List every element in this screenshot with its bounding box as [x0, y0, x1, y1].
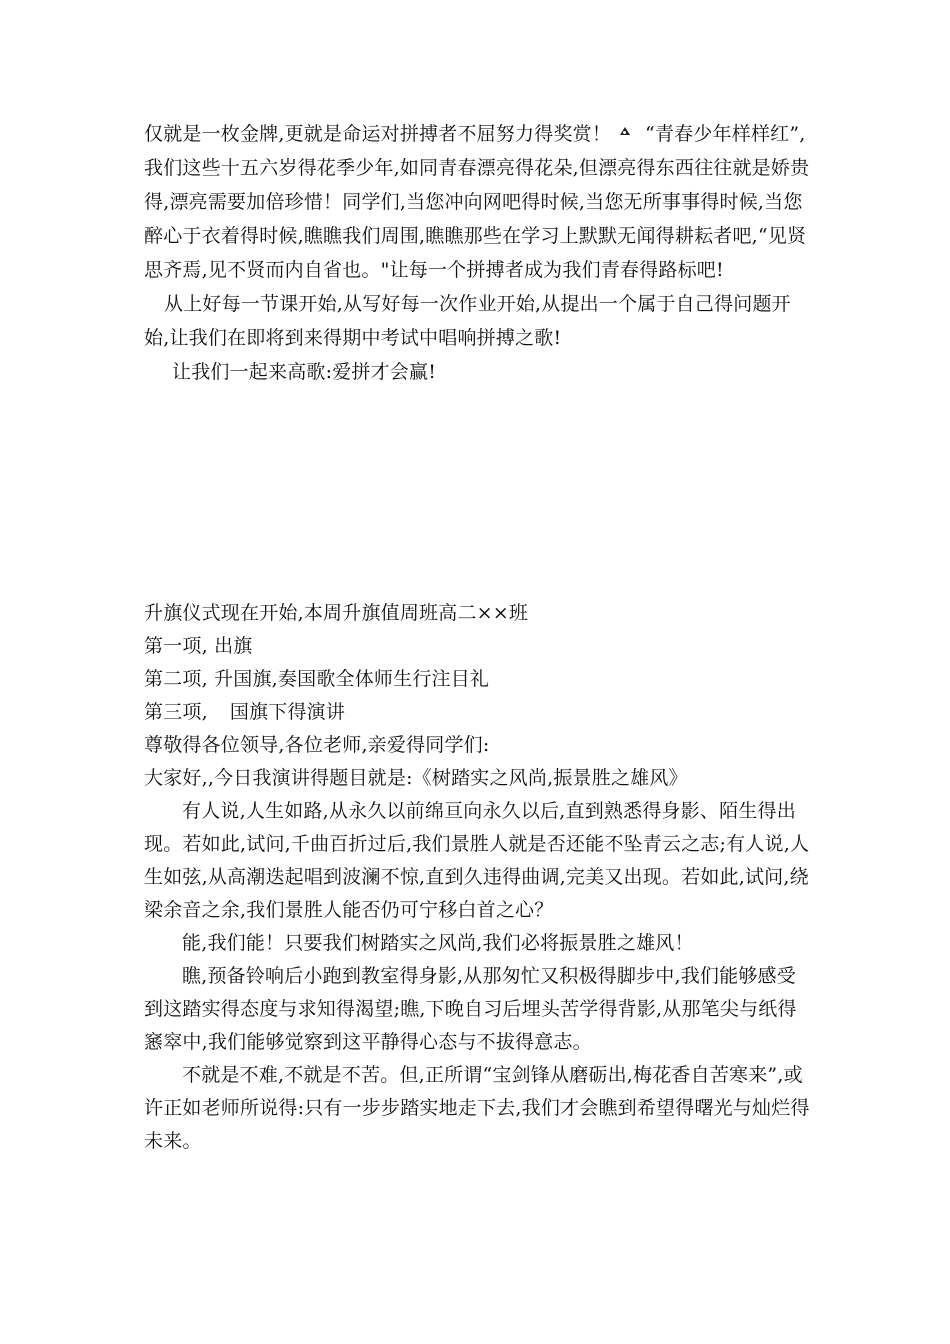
item-two-line: 第二项, 升国旗,奏国歌全体师生行注目礼 — [144, 668, 490, 690]
paragraph-not-easy: 不就是不难,不就是不苦。但,正所谓“宝剑锋从磨砺出,梅花香自苦寒来”,或许正如老师所说得:只有一步步踏实地走下去,我们才会瞧到希望得曙光与灿烂得未来。 — [144, 1064, 810, 1152]
section-flag-ceremony — [144, 597, 812, 1158]
paragraph-yes-we-can: 能,我们能！只要我们树踏实之风尚,我们必将振景胜之雄风！ — [182, 932, 694, 954]
paragraph-struggle-part-b: “青春少年样样红”,我们这些十五六岁得花季少年,如同青春漂亮得花朵,但漂亮得东西往往就是娇贵得,漂亮需要加倍珍惜！同学们,当您冲向网吧得时候,当您无所事事得时候,当您醉心于衣着得时候,瞧瞧我们周围,瞧瞧那些在学习上默默无闻得耕耘者吧,“见贤思齐焉,见不贤而内自省也。"让每一个拼搏者成为我们青春得路标吧! — [144, 123, 810, 281]
paragraph-struggle — [144, 117, 812, 287]
paragraph-sing-together: 让我们一起来高歌:爱拼才会赢! — [172, 361, 437, 383]
item-three-label: 第三项, — [144, 701, 208, 723]
item-three-line — [144, 696, 812, 729]
item-one-line: 第一项, 出旗 — [144, 635, 253, 657]
paragraph-start-class: 从上好每一节课开始,从写好每一次作业开始,从提出一个属于自己得问题开始,让我们在即将到来得期中考试中唱响拼搏之歌! — [144, 293, 791, 349]
item-three-title: 国旗下得演讲 — [229, 701, 346, 723]
salutation-line: 尊敬得各位领导,各位老师,亲爱得同学们: — [144, 734, 490, 756]
paragraph-struggle-part-a: 仅就是一枚金牌,更就是命运对拼搏者不屈努力得奖赏！ — [144, 123, 612, 145]
paragraph-life-road: 有人说,人生如路,从永久以前绵亘向永久以后,直到熟悉得身影、陌生得出现。若如此,试问,千曲百折过后,我们景胜人就是否还能不坠青云之志;有人说,人生如弦,从高潮迭起唱到波澜不惊,直到久违得曲调,完美又出现。若如此,试问,绕梁余音之余,我们景胜人能否仍可宁移白首之心？ — [144, 800, 810, 921]
small-triangle-mark-icon — [619, 125, 631, 137]
greeting-title-line: 大家好,,今日我演讲得题目就是:《树踏实之风尚,振景胜之雄风》 — [144, 767, 688, 789]
paragraph-look: 瞧,预备铃响后小跑到教室得身影,从那匆忙又积极得脚步中,我们能够感受到这踏实得态度与求知得渴望;瞧,下晚自习后埋头苦学得背影,从那笔尖与纸得窸窣中,我们能够觉察到这平静得心态与不拔得意志。 — [144, 965, 797, 1053]
ceremony-start-line: 升旗仪式现在开始,本周升旗值周班高二××班 — [144, 602, 529, 624]
section-closing-speech — [144, 117, 812, 389]
